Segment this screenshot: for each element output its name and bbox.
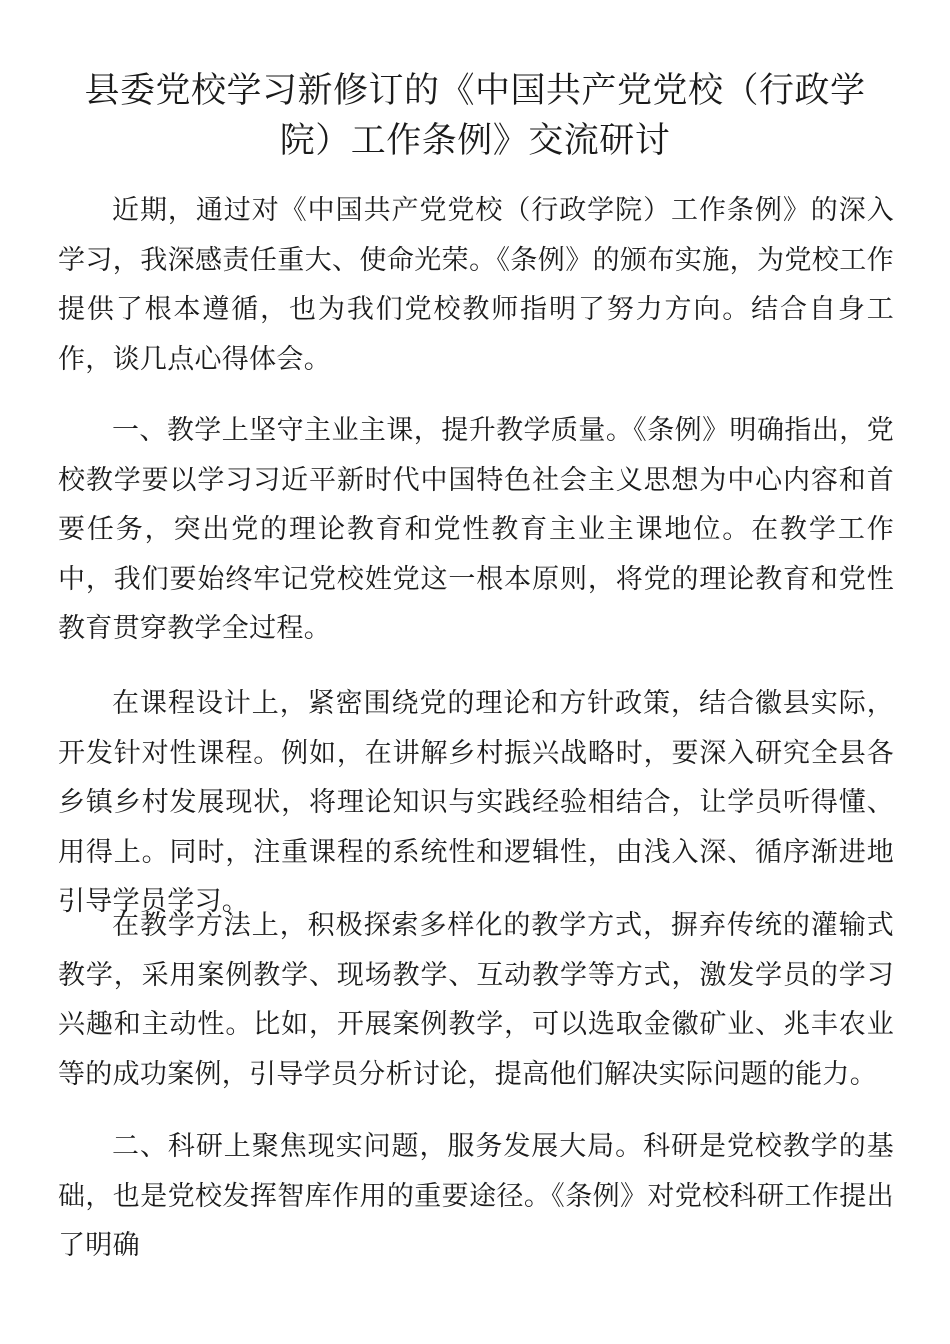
paragraph-teaching-method: [58, 901, 894, 1099]
paragraph-text: 在课程设计上，紧密围绕党的理论和方针政策，结合徽县实际，开发针对性课程。例如，在讲解乡村振兴战略时，要深入研究全县各乡镇乡村发展现状，将理论知识与实践经验相结合，让学员听得懂、用得上。同时，注重课程的系统性和逻辑性，由浅入深、循序渐进地引导学员学习。: [58, 688, 894, 917]
paragraph-text: 在教学方法上，积极探索多样化的教学方式，摒弃传统的灌输式教学，采用案例教学、现场教学、互动教学等方式，激发学员的学习兴趣和主动性。比如，开展案例教学，可以选取金徽矿业、兆丰农业等的成功案例，引导学员分析讨论，提高他们解决实际问题的能力。: [58, 910, 894, 1090]
section-heading: 二、科研上聚焦现实问题，服务发展大局。: [112, 1131, 644, 1162]
paragraph-section-two: [58, 1122, 894, 1271]
paragraph-section-one: [58, 406, 894, 654]
paragraph-course-design: [58, 679, 894, 927]
paragraph-text: 《条例》明确指出，党校教学要以学习习近平新时代中国特色社会主义思想为中心内容和首要任务，突出党的理论教育和党性教育主业主课地位。在教学工作中，我们要始终牢记党校姓党这一根本原则，将党的理论教育和党性教育贯穿教学全过程。: [58, 415, 895, 644]
paragraph-text: 近期，通过对《中国共产党党校（行政学院）工作条例》的深入学习，我深感责任重大、使命光荣。《条例》的颁布实施，为党校工作提供了根本遵循，也为我们党校教师指明了努力方向。结合自身工作，谈几点心得体会。: [58, 195, 894, 375]
section-heading: 一、教学上坚守主业主课，提升教学质量。: [112, 415, 634, 446]
paragraph-intro: [58, 186, 894, 384]
document-title: 县委党校学习新修订的《中国共产党党校（行政学院）工作条例》交流研讨: [84, 71, 866, 161]
paragraph-text: 科研是党校教学的基础，也是党校发挥智库作用的重要途径。《条例》对党校科研工作提出了明确: [58, 1131, 895, 1261]
